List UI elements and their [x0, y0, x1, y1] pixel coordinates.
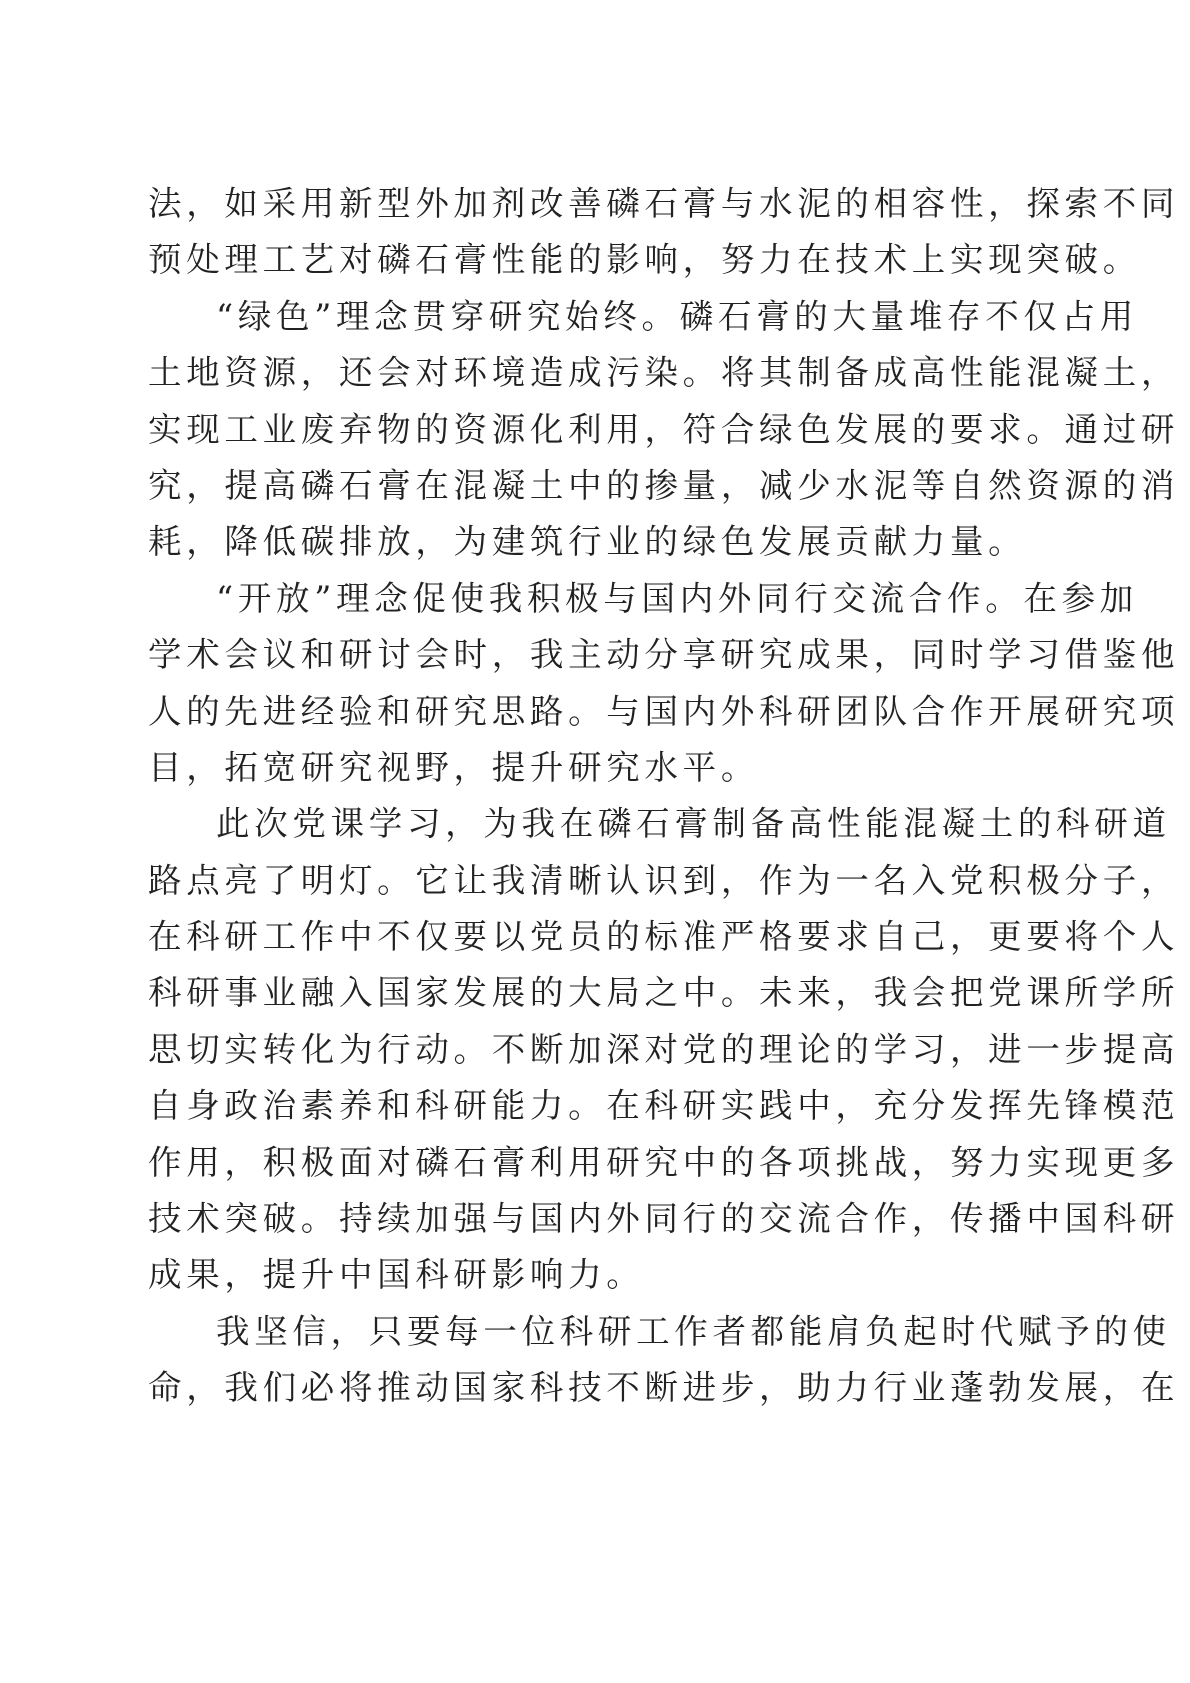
text-line: 耗，降低碳排放，为建筑行业的绿色发展贡献力量。	[148, 522, 1027, 562]
text-line: 学术会议和研讨会时，我主动分享研究成果，同时学习借鉴他	[148, 635, 1180, 675]
text-line: 科研事业融入国家发展的大局之中。未来，我会把党课所学所	[148, 973, 1180, 1013]
text-line: 土地资源，还会对环境造成污染。将其制备成高性能混凝土，	[148, 353, 1180, 393]
text-line: 命，我们必将推动国家科技不断进步，助力行业蓬勃发展，在	[148, 1368, 1180, 1408]
body-text	[148, 176, 1180, 1417]
text-line: 目，拓宽研究视野，提升研究水平。	[148, 747, 760, 787]
text-line: 在科研工作中不仅要以党员的标准严格要求自己，更要将个人	[148, 917, 1180, 957]
text-line: 法，如采用新型外加剂改善磷石膏与水泥的相容性，探索不同	[148, 184, 1180, 223]
text-line: 自身政治素养和科研能力。在科研实践中，充分发挥先锋模范	[148, 1086, 1180, 1126]
paragraph	[148, 289, 1180, 571]
text-line: 思切实转化为行动。不断加深对党的理论的学习，进一步提高	[148, 1029, 1180, 1069]
text-line: 实现工业废弃物的资源化利用，符合绿色发展的要求。通过研	[148, 409, 1180, 449]
paragraph	[148, 796, 1180, 1304]
text-line: 此次党课学习，为我在磷石膏制备高性能混凝土的科研道	[216, 804, 1171, 844]
paragraph	[148, 176, 1180, 289]
text-line: 究，提高磷石膏在混凝土中的掺量，减少水泥等自然资源的消	[148, 465, 1180, 505]
text-line: 技术突破。持续加强与国内外同行的交流合作，传播中国科研	[148, 1199, 1180, 1239]
text-line: 人的先进经验和研究思路。与国内外科研团队合作开展研究项	[148, 691, 1180, 731]
text-line: 作用，积极面对磷石膏利用研究中的各项挑战，努力实现更多	[148, 1142, 1180, 1182]
paragraph	[148, 571, 1180, 797]
text-line: 路点亮了明灯。它让我清晰认识到，作为一名入党积极分子，	[148, 860, 1180, 900]
text-line: 我坚信，只要每一位科研工作者都能肩负起时代赋予的使	[216, 1311, 1171, 1351]
paragraph	[148, 1304, 1180, 1417]
text-line: 成果，提升中国科研影响力。	[148, 1255, 645, 1295]
text-line: “绿色”理念贯穿研究始终。磷石膏的大量堆存不仅占用	[216, 296, 1139, 336]
text-line: “开放”理念促使我积极与国内外同行交流合作。在参加	[216, 578, 1139, 618]
text-line: 预处理工艺对磷石膏性能的影响，努力在技术上实现突破。	[148, 240, 1141, 280]
